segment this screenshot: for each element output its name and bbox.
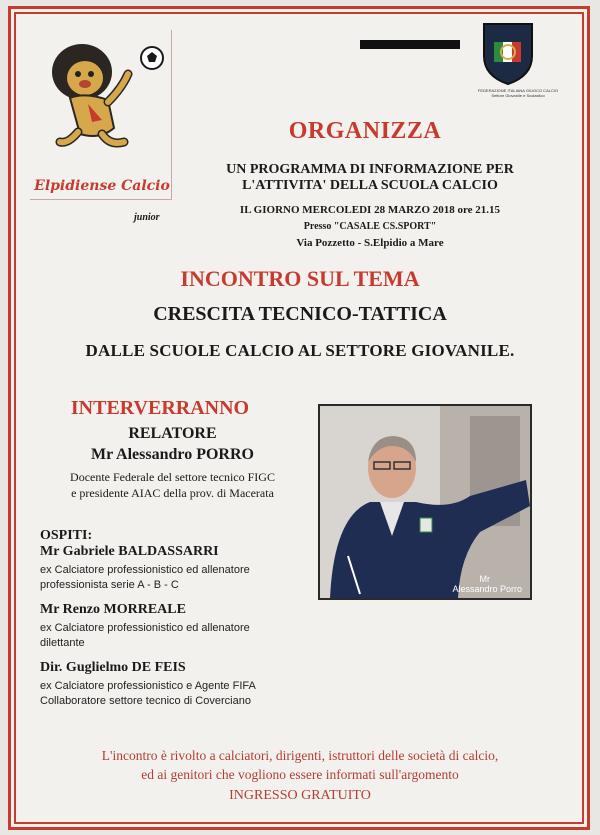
crest-caption-line1: FEDERAZIONE ITALIANA GIUOCO CALCIO (477, 88, 559, 93)
logo-sub-text: junior (134, 212, 160, 223)
photo-caption-2: Alessandro Porro (452, 584, 522, 594)
logo-script-text: Elpidiense Calcio (34, 178, 170, 194)
guest-name: Mr Gabriele BALDASSARRI (40, 544, 219, 559)
guest-desc: ex Calciatore professionistico ed allenatore (40, 564, 250, 576)
footer-line-1: L'incontro è rivolto a calciatori, dirigenti, istruttori delle società di calcio, (101, 748, 499, 763)
club-logo (30, 30, 172, 223)
crest-caption-line2: Settore Giovanile e Scolastico (491, 93, 545, 98)
topic-heading: INCONTRO SUL TEMA (180, 266, 420, 291)
free-entry-text: INGRESSO GRATUITO (229, 788, 371, 803)
shield-icon (480, 20, 536, 86)
organizza-title: ORGANIZZA (288, 118, 442, 144)
crest-caption (458, 88, 578, 98)
relatore-desc-2: e presidente AIAC della prov. di Macerata (71, 486, 274, 500)
guest-desc: ex Calciatore professionistico e Agente FIFA (40, 680, 256, 692)
event-date: IL GIORNO MERCOLEDI 28 MARZO 2018 ore 21.15 (239, 204, 501, 216)
guest-desc: professionista serie A - B - C (40, 579, 179, 591)
program-line-2: L'ATTIVITA' DELLA SCUOLA CALCIO (242, 178, 498, 193)
topic-line-2: DALLE SCUOLE CALCIO AL SETTORE GIOVANILE. (85, 341, 515, 360)
speakers-heading: INTERVERRANNO (70, 397, 250, 419)
event-address: Via Pozzetto - S.Elpidio a Mare (296, 237, 444, 249)
relatore-name: Mr Alessandro PORRO (91, 446, 254, 463)
footer-line-2: ed ai genitori che vogliono essere informati sull'argomento (141, 767, 459, 782)
guest-name: Dir. Guglielmo DE FEIS (40, 660, 186, 675)
event-venue: Presso "CASALE CS.SPORT" (303, 221, 437, 232)
guest-desc: ex Calciatore professionistico ed allenatore (40, 622, 250, 634)
guest-desc: dilettante (40, 637, 85, 649)
relatore-label: RELATORE (128, 425, 217, 442)
federation-crest (480, 20, 536, 91)
photo-caption-1: Mr (479, 574, 490, 584)
guest-name: Mr Renzo MORREALE (40, 602, 186, 617)
relatore-desc-1: Docente Federale del settore tecnico FIGC (70, 470, 275, 484)
speaker-photo-illustration (320, 406, 530, 598)
redacted-bar (360, 40, 460, 49)
lion-mascot-icon (30, 30, 172, 180)
speaker-photo (318, 404, 532, 600)
guest-desc: Collaboratore settore tecnico di Coverciano (40, 695, 251, 707)
topic-line-1: CRESCITA TECNICO-TATTICA (153, 303, 447, 325)
guests-label: OSPITI: (40, 528, 93, 543)
program-line-1: UN PROGRAMMA DI INFORMAZIONE PER (226, 162, 514, 177)
